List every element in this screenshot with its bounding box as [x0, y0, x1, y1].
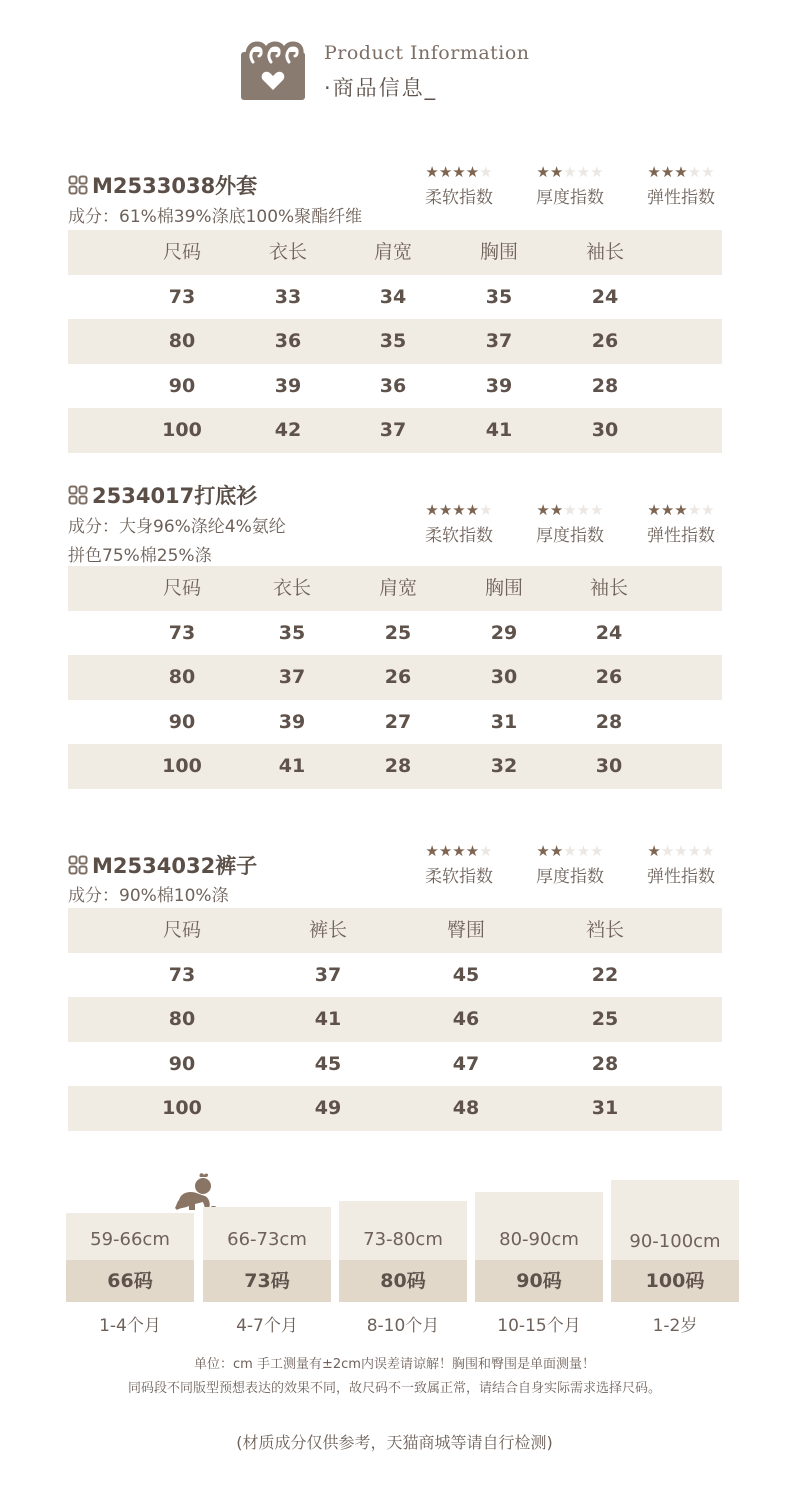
star-empty-icon: ★ — [576, 842, 591, 860]
table-row — [68, 744, 722, 789]
index-label: 厚度指数 — [536, 526, 604, 546]
table-row — [68, 319, 722, 364]
index-label: 柔软指数 — [425, 188, 493, 208]
star-empty-icon: ★ — [660, 842, 675, 860]
star-empty-icon: ★ — [563, 501, 577, 519]
four-squares-icon — [68, 485, 88, 505]
star-empty-icon: ★ — [479, 163, 493, 181]
index-softness — [414, 501, 504, 546]
table-cell: 80 — [168, 666, 196, 688]
size-code: 90码 — [475, 1260, 603, 1302]
table-cell: 90 — [168, 710, 196, 733]
star-filled-icon: ★ — [425, 842, 439, 860]
size-range: 59-66cm — [90, 1229, 170, 1250]
star-filled-icon: ★ — [549, 842, 564, 860]
product-3-title — [68, 850, 257, 880]
table-header-cell: 尺码 — [162, 577, 201, 599]
star-filled-icon: ★ — [465, 842, 480, 860]
table-cell: 24 — [595, 621, 623, 644]
star-filled-icon: ★ — [438, 163, 453, 181]
size-table-2 — [68, 566, 722, 789]
table-cell: 25 — [591, 1008, 619, 1030]
composition-line: 成分：90%棉10%涤 — [68, 886, 229, 906]
table-cell: 46 — [452, 1008, 480, 1030]
table-row — [68, 1042, 722, 1087]
star-empty-icon: ★ — [687, 501, 702, 519]
table-cell: 37 — [379, 419, 407, 441]
size-table-1 — [68, 230, 722, 453]
star-empty-icon: ★ — [701, 163, 715, 181]
table-header-cell: 裆长 — [585, 919, 624, 941]
size-age: 10-15个月 — [497, 1316, 581, 1336]
index-label: 柔软指数 — [425, 526, 493, 546]
index-thickness — [525, 163, 615, 208]
star-filled-icon: ★ — [674, 501, 688, 519]
star-filled-icon: ★ — [465, 501, 480, 519]
table-row — [68, 655, 722, 700]
size-age: 8-10个月 — [366, 1316, 440, 1336]
composition-line: 成分：大身96%涤纶4%氨纶 — [68, 517, 286, 537]
star-rating — [636, 163, 726, 181]
table-header-cell: 臀围 — [446, 919, 485, 941]
star-empty-icon: ★ — [563, 163, 577, 181]
product-title-text: M2533038外套 — [92, 174, 258, 198]
header-title-en: Product Information — [324, 42, 530, 64]
index-label: 柔软指数 — [425, 867, 493, 887]
table-header-cell: 袖长 — [589, 577, 628, 599]
table-cell: 32 — [490, 755, 518, 777]
star-empty-icon: ★ — [687, 163, 702, 181]
table-cell: 31 — [591, 1097, 619, 1119]
table-cell: 47 — [452, 1052, 480, 1075]
star-filled-icon: ★ — [536, 501, 550, 519]
table-cell: 49 — [314, 1097, 342, 1119]
index-label: 弹性指数 — [647, 867, 715, 887]
table-cell: 37 — [278, 666, 306, 688]
star-empty-icon: ★ — [701, 501, 715, 519]
size-code: 100码 — [611, 1260, 739, 1302]
table-header-row — [68, 230, 722, 275]
star-filled-icon: ★ — [536, 163, 550, 181]
table-cell: 41 — [278, 755, 306, 777]
star-empty-icon: ★ — [576, 163, 591, 181]
star-filled-icon: ★ — [549, 163, 564, 181]
table-cell: 28 — [591, 374, 619, 397]
star-rating — [414, 842, 504, 860]
star-filled-icon: ★ — [660, 163, 675, 181]
table-cell: 39 — [274, 374, 302, 397]
table-cell: 45 — [314, 1052, 342, 1075]
star-filled-icon: ★ — [425, 501, 439, 519]
star-empty-icon: ★ — [701, 842, 715, 860]
four-squares-icon — [68, 855, 88, 875]
star-filled-icon: ★ — [452, 501, 466, 519]
table-header-cell: 袖长 — [585, 241, 624, 263]
index-thickness — [525, 501, 615, 546]
table-cell: 35 — [379, 330, 407, 352]
size-range: 90-100cm — [629, 1231, 721, 1252]
index-elasticity — [636, 163, 726, 208]
star-rating — [525, 501, 615, 519]
star-filled-icon: ★ — [452, 842, 466, 860]
star-filled-icon: ★ — [647, 163, 661, 181]
size-code: 73码 — [203, 1260, 331, 1302]
table-row — [68, 408, 722, 453]
product-title-text: 2534017打底衫 — [92, 484, 258, 508]
table-cell: 73 — [168, 621, 196, 644]
size-range: 66-73cm — [227, 1229, 307, 1250]
table-cell: 28 — [591, 1052, 619, 1075]
table-cell: 22 — [591, 963, 619, 986]
table-cell: 24 — [591, 285, 619, 308]
note-line-2: 同码段不同版型预想表达的效果不同，故尺码不一致属正常，请结合自身实际需求选择尺码。 — [127, 1381, 661, 1396]
star-filled-icon: ★ — [647, 842, 661, 860]
table-cell: 90 — [168, 1052, 196, 1075]
star-filled-icon: ★ — [425, 163, 439, 181]
table-cell: 28 — [595, 710, 623, 733]
table-cell: 41 — [485, 419, 513, 441]
table-row — [68, 364, 722, 409]
star-rating — [414, 501, 504, 519]
table-cell: 34 — [379, 285, 407, 308]
table-header-cell: 衣长 — [268, 241, 307, 263]
table-cell: 80 — [168, 330, 196, 352]
table-cell: 39 — [278, 710, 306, 733]
table-cell: 100 — [162, 419, 202, 441]
star-rating — [636, 501, 726, 519]
table-cell: 26 — [591, 330, 619, 352]
table-cell: 45 — [452, 963, 480, 986]
table-cell: 48 — [452, 1097, 480, 1119]
table-cell: 100 — [162, 755, 202, 777]
table-row — [68, 1086, 722, 1131]
star-rating — [414, 163, 504, 181]
table-row — [68, 275, 722, 320]
table-header-cell: 衣长 — [272, 577, 311, 599]
star-filled-icon: ★ — [674, 163, 688, 181]
size-age: 1-4个月 — [99, 1316, 161, 1336]
size-code: 80码 — [339, 1260, 467, 1302]
product-2-title — [68, 480, 257, 510]
table-header-cell: 裤长 — [308, 919, 347, 941]
table-row — [68, 700, 722, 745]
gift-bag-heart-icon — [241, 38, 305, 100]
table-cell: 25 — [384, 621, 412, 644]
table-header-cell: 尺码 — [162, 919, 201, 941]
star-empty-icon: ★ — [590, 501, 604, 519]
table-cell: 26 — [384, 666, 412, 688]
table-cell: 37 — [485, 330, 513, 352]
index-label: 弹性指数 — [647, 188, 715, 208]
table-cell: 33 — [274, 285, 302, 308]
table-header-cell: 胸围 — [484, 577, 523, 599]
index-elasticity — [636, 842, 726, 887]
star-filled-icon: ★ — [438, 842, 453, 860]
footer-disclaimer: (材质成分仅供参考，天猫商城等请自行检测) — [236, 1433, 553, 1452]
table-cell: 73 — [168, 285, 196, 308]
star-empty-icon: ★ — [576, 501, 591, 519]
index-label: 厚度指数 — [536, 867, 604, 887]
star-empty-icon: ★ — [563, 842, 577, 860]
star-empty-icon: ★ — [590, 842, 604, 860]
index-elasticity — [636, 501, 726, 546]
star-filled-icon: ★ — [536, 842, 550, 860]
star-filled-icon: ★ — [452, 163, 466, 181]
table-row — [68, 997, 722, 1042]
table-cell: 29 — [490, 621, 518, 644]
table-header-cell: 胸围 — [479, 241, 518, 263]
composition-line: 成分：61%棉39%涤底100%聚酯纤维 — [68, 207, 363, 227]
size-range: 80-90cm — [499, 1229, 579, 1250]
table-row — [68, 953, 722, 998]
table-row — [68, 611, 722, 656]
table-cell: 90 — [168, 374, 196, 397]
product-1-title — [68, 170, 257, 200]
star-rating — [525, 842, 615, 860]
size-code: 66码 — [66, 1260, 194, 1302]
table-cell: 35 — [485, 285, 513, 308]
table-cell: 30 — [490, 666, 518, 688]
header-title-cn: ·商品信息_ — [324, 76, 438, 100]
star-filled-icon: ★ — [438, 501, 453, 519]
index-label: 弹性指数 — [647, 526, 715, 546]
table-cell: 35 — [278, 621, 306, 644]
table-cell: 73 — [168, 963, 196, 986]
table-header-row — [68, 566, 722, 611]
table-cell: 30 — [595, 755, 623, 777]
table-cell: 80 — [168, 1008, 196, 1030]
size-table-3 — [68, 908, 722, 1131]
table-cell: 41 — [314, 1008, 342, 1030]
star-empty-icon: ★ — [590, 163, 604, 181]
size-age: 1-2岁 — [652, 1316, 698, 1336]
table-cell: 27 — [384, 710, 412, 733]
table-cell: 31 — [490, 710, 518, 733]
table-cell: 28 — [384, 755, 412, 777]
table-cell: 36 — [379, 374, 407, 397]
size-range: 73-80cm — [363, 1229, 443, 1250]
star-rating — [525, 163, 615, 181]
table-cell: 37 — [314, 963, 342, 986]
table-header-cell: 肩宽 — [378, 577, 417, 599]
star-empty-icon: ★ — [687, 842, 702, 860]
star-filled-icon: ★ — [549, 501, 564, 519]
table-header-row — [68, 908, 722, 953]
table-cell: 36 — [274, 330, 302, 352]
table-header-cell: 肩宽 — [373, 241, 412, 263]
table-cell: 39 — [485, 374, 513, 397]
index-softness — [414, 842, 504, 887]
table-cell: 100 — [162, 1097, 202, 1119]
four-squares-icon — [68, 175, 88, 195]
star-empty-icon: ★ — [479, 842, 493, 860]
size-age: 4-7个月 — [236, 1316, 298, 1336]
star-empty-icon: ★ — [674, 842, 688, 860]
table-header-cell: 尺码 — [162, 241, 201, 263]
table-cell: 30 — [591, 419, 619, 441]
composition-line: 拼色75%棉25%涤 — [68, 546, 212, 566]
star-filled-icon: ★ — [660, 501, 675, 519]
star-filled-icon: ★ — [465, 163, 480, 181]
star-rating — [636, 842, 726, 860]
index-thickness — [525, 842, 615, 887]
note-line-1: 单位：cm 手工测量有±2cm内误差请谅解！胸围和臀围是单面测量！ — [194, 1357, 595, 1372]
star-filled-icon: ★ — [647, 501, 661, 519]
table-cell: 42 — [274, 419, 302, 441]
table-cell: 26 — [595, 666, 623, 688]
product-title-text: M2534032裤子 — [92, 854, 258, 878]
index-label: 厚度指数 — [536, 188, 604, 208]
index-softness — [414, 163, 504, 208]
star-empty-icon: ★ — [479, 501, 493, 519]
